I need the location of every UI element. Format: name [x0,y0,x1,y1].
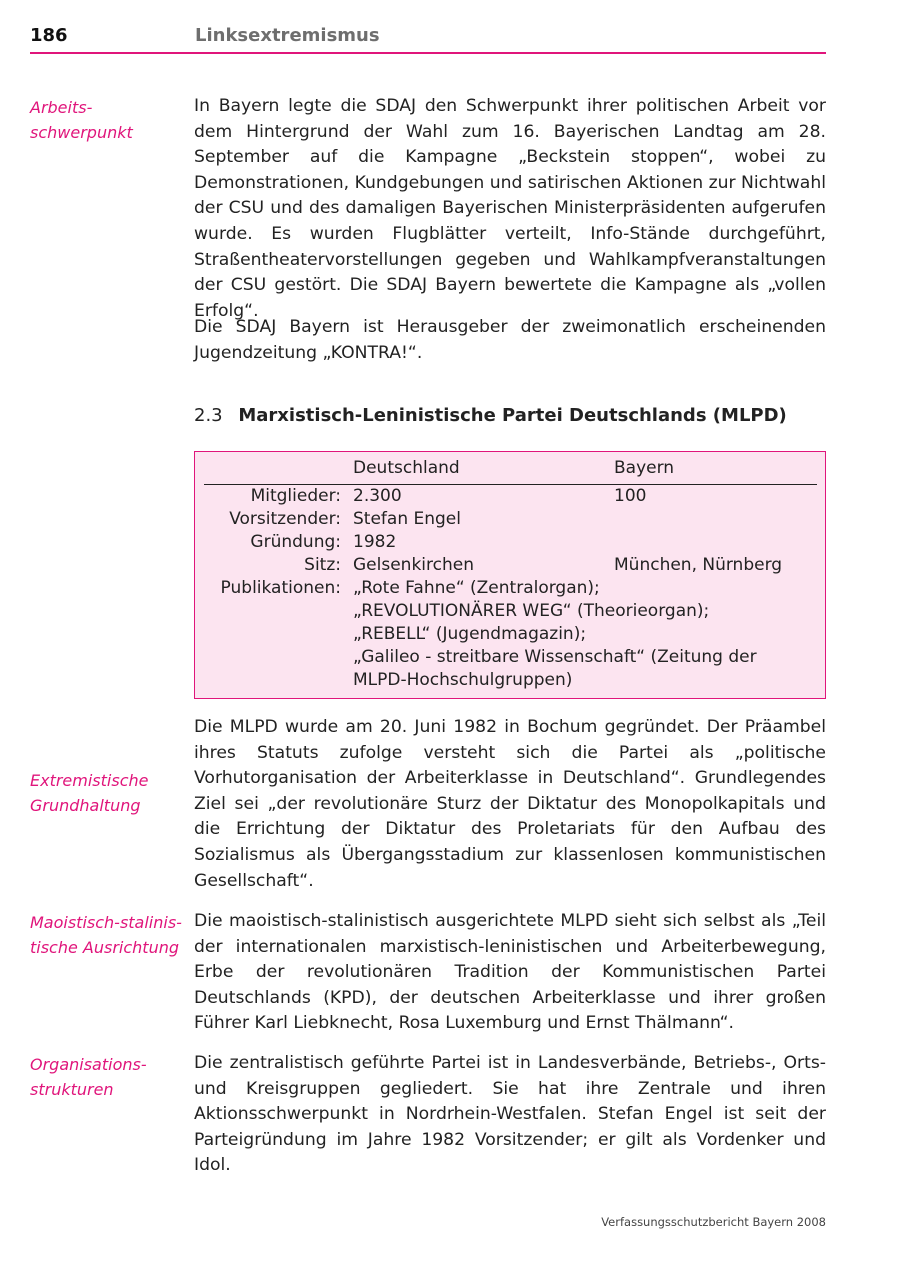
paragraph-mlpd-gruendung: Die MLPD wurde am 20. Juni 1982 in Bochum gegründet. Der Präambel ihres Statuts zufolge versteht sich die Partei als „politische Vorhutorganisation der Arbeiterklasse in Deutschland“. Grundlegendes Ziel sei „der revolutionäre Sturz der Diktatur des Monopolkapitals und die Errichtung der Diktatur des Proletariats für den Aufbau des Sozialismus als Übergangsstadium zur klassenlosen kommunistischen Gesellschaft“. [194,717,826,891]
section-heading [194,405,787,426]
infobox-row [195,623,825,646]
row-value-de: „Galileo - streitbare Wissenschaft“ (Zeitung der [353,647,757,667]
row-label: Vorsitzender: [229,509,341,529]
infobox-row [195,600,825,623]
mlpd-info-box [194,451,826,699]
margin-note-organisationsstrukturen [30,1052,185,1102]
infobox-row [195,508,825,531]
infobox-row [195,554,825,577]
infobox-row [195,646,825,669]
margin-note-ausrichtung [30,910,185,960]
row-label: Publikationen: [220,578,341,598]
col-header-bayern: Bayern [614,458,675,478]
col-header-deutschland: Deutschland [353,458,460,478]
row-value-by: München, Nürnberg [614,555,783,575]
row-value-de: „Rote Fahne“ (Zentralorgan); [353,578,600,598]
row-value-de: Stefan Engel [353,509,461,529]
paragraph-mlpd-ausrichtung: Die maoistisch-stalinistisch ausgerichtete MLPD sieht sich selbst als „Teil der internationalen marxistisch-leninistischen und Arbeiterbewegung, Erbe der revolutionären Tradition der Kommunistischen Partei Deutschlands (KPD), der deutschen Arbeiterklasse und ihrer großen Führer Karl Liebknecht, Rosa Luxemburg und Ernst Thälmann“. [194,911,826,1034]
page-header [30,22,826,54]
row-value-by: 100 [614,486,647,506]
row-value-de: 2.300 [353,486,402,506]
margin-note-line: Extremistische [30,771,149,790]
row-value-de: Gelsenkirchen [353,555,474,575]
row-value-de: 1982 [353,532,397,552]
margin-note-grundhaltung [30,768,185,818]
chapter-title: Linksextremismus [195,25,380,46]
row-value-de: „REBELL“ (Jugendmagazin); [353,624,587,644]
row-label: Sitz: [304,555,341,575]
infobox-row [195,531,825,554]
paragraph-sdaj-kontra: Die SDAJ Bayern ist Herausgeber der zweimonatlich erscheinenden Jugendzeitung „KONTRA!“. [194,317,826,363]
margin-note-line: strukturen [30,1080,114,1099]
paragraph-mlpd-struktur: Die zentralistisch geführte Partei ist in Landesverbände, Betriebs-, Orts- und Kreisgruppen gegliedert. Sie hat ihre Zentrale und ihren Aktionsschwerpunkt in Nordrhein-Westfalen. Stefan Engel ist seit der Parteigründung im Jahre 1982 Vorsitzender; er gilt als Vordenker und Idol. [194,1053,826,1176]
infobox-row [195,577,825,600]
margin-note-line: schwerpunkt [30,123,133,142]
infobox-row [195,485,825,508]
margin-note-line: Maoistisch-stalinis- [30,913,182,932]
margin-note-arbeitsschwerpunkt [30,95,185,145]
page-footer: Verfassungsschutzbericht Bayern 2008 [601,1215,826,1229]
row-label: Mitglieder: [250,486,341,506]
row-label: Gründung: [250,532,341,552]
section-number: 2.3 [194,405,223,426]
margin-note-line: Organisations- [30,1055,147,1074]
infobox-header-row [195,457,825,480]
margin-note-line: Grundhaltung [30,796,141,815]
infobox-row [195,669,825,692]
page-number: 186 [30,25,68,46]
row-value-de: „REVOLUTIONÄRER WEG“ (Theorieorgan); [353,601,710,621]
section-title: Marxistisch-Leninistische Partei Deutschlands (MLPD) [238,405,787,426]
row-value-de: MLPD-Hochschulgruppen) [353,670,573,690]
paragraph-sdaj-kampagne: In Bayern legte die SDAJ den Schwerpunkt ihrer politischen Arbeit vor dem Hintergrund der Wahl zum 16. Bayerischen Landtag am 28. September auf die Kampagne „Beckstein stoppen“, wobei zu Demonstrationen, Kundgebungen und satirischen Aktionen zur Nichtwahl der CSU und des damaligen Bayerischen Ministerpräsidenten aufgerufen wurde. Es wurden Flugblätter verteilt, Info-Stände durchgeführt, Straßentheatervorstellungen gegeben und Wahlkampfveranstaltungen der CSU gestört. Die SDAJ Bayern bewertete die Kampagne als „vollen Erfolg“. [194,96,826,321]
margin-note-line: Arbeits- [30,98,93,117]
margin-note-line: tische Ausrichtung [30,938,180,957]
